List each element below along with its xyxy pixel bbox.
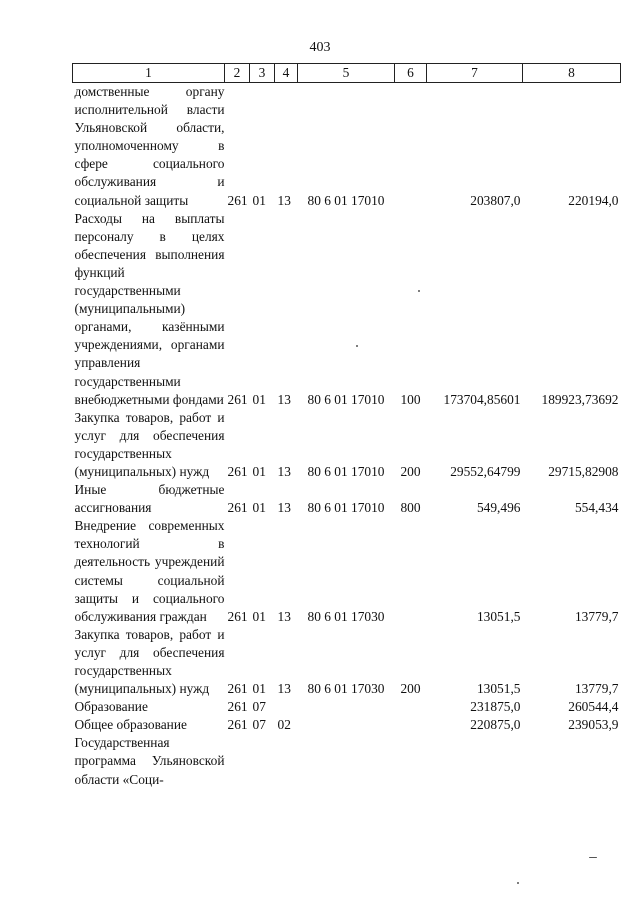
subsection-code	[275, 698, 298, 716]
subsection-code: 13	[277, 463, 291, 479]
admin-code: 261	[227, 717, 248, 733]
admin-code: 261	[227, 608, 248, 624]
table-row	[73, 698, 621, 716]
admin-code: 261	[227, 500, 248, 516]
row-name: домственные органу исполнительной власти Ульяновской области, уполномоченному в сфере социального обслуживания и социальной защиты	[74, 84, 225, 208]
amount-year-2	[523, 734, 621, 788]
amount-year-1: 29552,64799	[450, 463, 521, 479]
table-row	[73, 734, 621, 788]
section-code	[250, 734, 275, 788]
section-code: 07	[252, 717, 266, 733]
admin-code: 261	[227, 192, 248, 208]
admin-code: 261	[227, 391, 248, 407]
section-code: 01	[252, 463, 266, 479]
row-name: Образование	[74, 699, 148, 715]
column-number: 8	[523, 64, 621, 83]
table-row	[73, 210, 621, 409]
amount-year-2: 13779,7	[574, 681, 619, 697]
admin-code: 261	[227, 463, 248, 479]
expense-type-code	[395, 83, 427, 210]
amount-year-2: 13779,7	[574, 608, 619, 624]
expense-type-code	[395, 734, 427, 788]
admin-code	[225, 734, 250, 788]
amount-year-1: 13051,5	[476, 681, 521, 697]
admin-code: 261	[227, 699, 248, 715]
column-number: 2	[225, 64, 250, 83]
subsection-code	[275, 734, 298, 788]
amount-year-1: 13051,5	[476, 608, 521, 624]
column-number: 4	[275, 64, 298, 83]
section-code: 01	[252, 391, 266, 407]
expense-type-code	[395, 716, 427, 734]
column-number: 6	[395, 64, 427, 83]
subsection-code: 13	[277, 500, 291, 516]
amount-year-1: 231875,0	[470, 699, 521, 715]
target-article-code	[298, 734, 395, 788]
row-name: Внедрение современных технологий в деятельность учреждений системы социальной защиты и социального обслуживания граждан	[74, 518, 225, 624]
target-article-code: 80 6 01 17030	[307, 681, 385, 697]
row-name: Закупка товаров, работ и услуг для обеспечения государственных (муниципальных) нужд	[74, 626, 225, 697]
page-number: 403	[309, 40, 331, 55]
table-row	[73, 626, 621, 698]
subsection-code: 02	[277, 717, 291, 733]
expense-type-code: 200	[400, 463, 421, 479]
target-article-code	[298, 698, 395, 716]
amount-year-1	[427, 734, 523, 788]
expense-type-code	[395, 698, 427, 716]
expense-type-code: 200	[400, 681, 421, 697]
expense-type-code: 800	[400, 500, 421, 516]
column-number: 1	[73, 64, 225, 83]
table-row	[73, 716, 621, 734]
target-article-code	[298, 716, 395, 734]
subsection-code: 13	[277, 391, 291, 407]
subsection-code: 13	[277, 608, 291, 624]
table-row	[73, 409, 621, 481]
target-article-code: 80 6 01 17010	[307, 500, 385, 516]
target-article-code: 80 6 01 17030	[307, 608, 385, 624]
amount-year-2: 29715,82908	[548, 463, 619, 479]
column-number-row	[73, 64, 621, 83]
budget-table	[72, 63, 621, 789]
table-row	[73, 83, 621, 210]
section-code: 01	[252, 608, 266, 624]
section-code: 07	[252, 699, 266, 715]
target-article-code: 80 6 01 17010	[307, 391, 385, 407]
target-article-code: 80 6 01 17010	[307, 192, 385, 208]
row-name: Расходы на выплаты персоналу в целях обеспечения выполнения функций государственными (муниципальными) органами, казёнными учреждениями, органами управления государственными внебюджетными фондами	[74, 210, 225, 407]
amount-year-1: 203807,0	[470, 192, 521, 208]
subsection-code: 13	[277, 681, 291, 697]
section-code: 01	[252, 500, 266, 516]
amount-year-2: 239053,9	[568, 717, 619, 733]
row-name: Государственная программа Ульяновской области «Соци-	[74, 735, 225, 787]
row-name: Общее образование	[74, 717, 187, 733]
amount-year-2: 554,434	[574, 500, 619, 516]
expense-type-code: 100	[400, 391, 421, 407]
amount-year-2: 260544,4	[568, 699, 619, 715]
target-article-code: 80 6 01 17010	[307, 463, 385, 479]
column-number: 5	[298, 64, 395, 83]
table-row	[73, 481, 621, 517]
amount-year-1: 173704,85601	[443, 391, 521, 407]
subsection-code: 13	[277, 192, 291, 208]
row-name: Иные бюджетные ассигнования	[74, 482, 225, 516]
amount-year-1: 549,496	[476, 500, 521, 516]
table-row	[73, 517, 621, 626]
section-code: 01	[252, 681, 266, 697]
section-code: 01	[252, 192, 266, 208]
column-number: 7	[427, 64, 523, 83]
expense-type-code	[395, 517, 427, 626]
row-name: Закупка товаров, работ и услуг для обеспечения государственных (муниципальных) нужд	[74, 409, 225, 479]
amount-year-1: 220875,0	[470, 717, 521, 733]
admin-code: 261	[227, 681, 248, 697]
amount-year-2: 220194,0	[568, 192, 619, 208]
column-number: 3	[250, 64, 275, 83]
amount-year-2: 189923,73692	[541, 391, 619, 407]
